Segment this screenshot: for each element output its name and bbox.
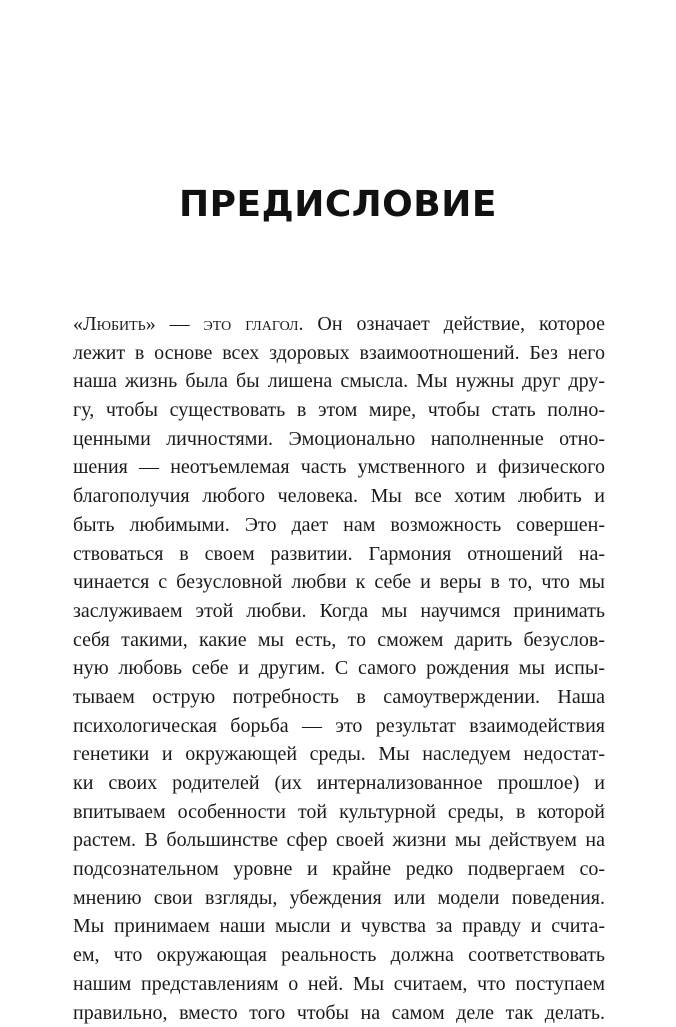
text-line: мнению свои взгляды, убеждения или модели поведения.: [73, 884, 605, 913]
text-line: благополучия любого человека. Мы все хотим любить и: [73, 482, 605, 511]
text-lines: [73, 339, 605, 1027]
text-line: подсознательном уровне и крайне редко подвергаем со-: [73, 855, 605, 884]
text-line: впитываем особенности той культурной среды, в которой: [73, 798, 605, 827]
text-line: ем, что окружающая реальность должна соответствовать: [73, 941, 605, 970]
text-line: психологическая борьба — это результат взаимодействия: [73, 712, 605, 741]
text-line: ствоваться в своем развитии. Гармония отношений на-: [73, 540, 605, 569]
chapter-title: ПРЕДИСЛОВИЕ: [0, 183, 676, 227]
lead-in-quote: «Любить»: [73, 313, 156, 335]
text-line: лежит в основе всех здоровых взаимоотношений. Без него: [73, 339, 605, 368]
text-line: быть любимыми. Это дает нам возможность совершен-: [73, 511, 605, 540]
text-line: ценными личностями. Эмоционально наполненные отно-: [73, 425, 605, 454]
text-line: растем. В большинстве сфер своей жизни мы действуем на: [73, 826, 605, 855]
text-line: себя такими, какие мы есть, то сможем дарить безуслов-: [73, 626, 605, 655]
text-line: заслуживаем этой любви. Когда мы научимся принимать: [73, 597, 605, 626]
text-line: наша жизнь была бы лишена смысла. Мы нужны друг дру-: [73, 367, 605, 396]
text-line: ную любовь себе и другим. С самого рождения мы испы-: [73, 654, 605, 683]
preface-paragraph: [73, 310, 605, 1027]
text-line: шения — неотъемлемая часть умственного и физического: [73, 453, 605, 482]
text-line: нашим представлениям о ней. Мы считаем, что поступаем: [73, 970, 605, 999]
first-line-tail: Он означает действие, которое: [304, 313, 606, 335]
text-line: правильно, вместо того чтобы на самом деле так делать.: [73, 999, 605, 1027]
lead-in-rest: — это глагол.: [156, 313, 304, 335]
text-line-first: [73, 310, 605, 339]
text-line: генетики и окружающей среды. Мы наследуем недостат-: [73, 740, 605, 769]
text-line: Мы принимаем наши мысли и чувства за правду и счита-: [73, 912, 605, 941]
text-line: ки своих родителей (их интернализованное прошлое) и: [73, 769, 605, 798]
text-line: тываем острую потребность в самоутверждении. Наша: [73, 683, 605, 712]
text-line: чинается с безусловной любви к себе и веры в то, что мы: [73, 568, 605, 597]
text-line: гу, чтобы существовать в этом мире, чтобы стать полно-: [73, 396, 605, 425]
